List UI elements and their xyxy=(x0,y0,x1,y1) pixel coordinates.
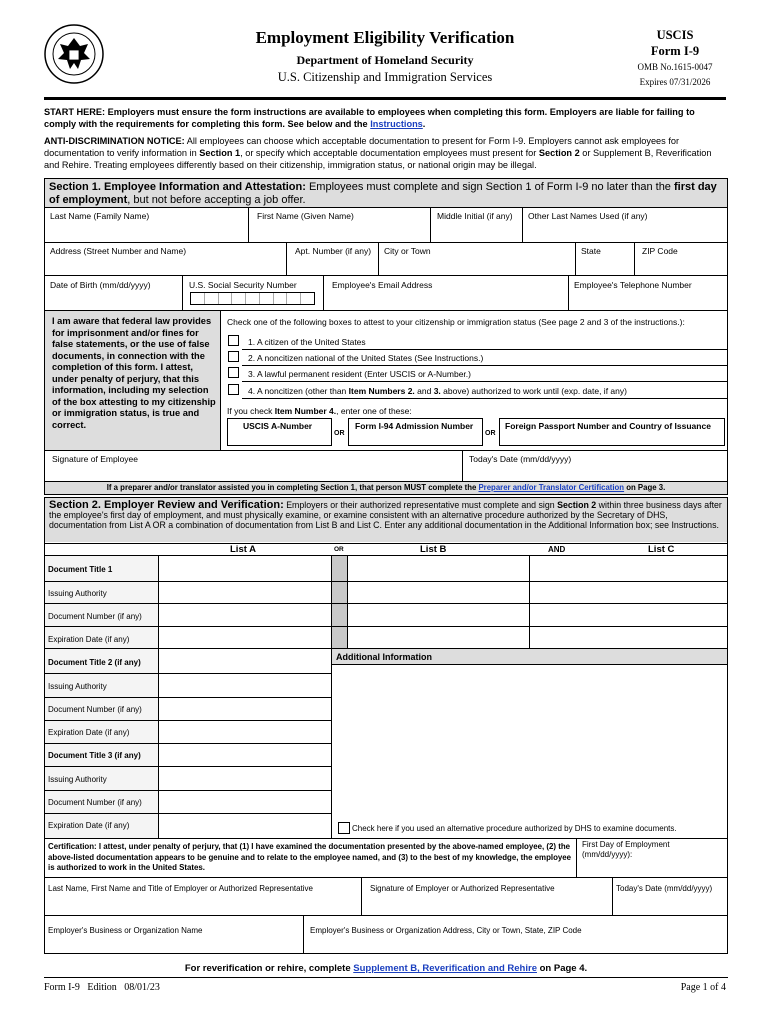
divider xyxy=(242,381,728,382)
dob-label: Date of Birth (mm/dd/yyyy) xyxy=(50,280,151,290)
divider xyxy=(44,766,332,767)
divider xyxy=(182,276,183,310)
employee-date-label: Today's Date (mm/dd/yyyy) xyxy=(469,454,572,464)
business-address-label: Employer's Business or Organization Address, City or Town, State, ZIP Code xyxy=(310,926,582,935)
email-label: Employee's Email Address xyxy=(332,280,433,290)
header-rule xyxy=(44,97,726,100)
anti-text-e: or Supplement B, Reverification and Rehire. Treating employees differently based on their citizenship, immigration status, or national origin may be illegal. xyxy=(44,148,712,170)
state-label: State xyxy=(581,246,601,256)
expiration-1-label: Expiration Date (if any) xyxy=(48,635,130,644)
employer-signature-label: Signature of Employer or Authorized Representative xyxy=(370,884,555,893)
middle-initial-label: Middle Initial (if any) xyxy=(437,211,513,221)
divider xyxy=(242,398,728,399)
opt4-text-e: above) authorized to work until (exp. date, if any) xyxy=(440,386,627,396)
passport-label: Foreign Passport Number and Country of Issuance xyxy=(505,421,711,431)
or-separator-column xyxy=(331,556,347,648)
first-name-label: First Name (Given Name) xyxy=(257,211,354,221)
section-2-intro-b: Section 2 xyxy=(557,500,597,510)
anti-text-a: All employees can choose which acceptable documentation to present for Form I-9. Employers cannot ask employees for documentation to verify information in xyxy=(44,136,680,158)
divider xyxy=(44,720,332,721)
expiration-2-label: Expiration Date (if any) xyxy=(48,728,130,737)
uscis-label: USCIS xyxy=(656,28,694,42)
department-name: Department of Homeland Security xyxy=(296,53,474,67)
noncitizen-national-checkbox[interactable] xyxy=(228,351,239,362)
instructions-link[interactable]: Instructions xyxy=(370,119,423,129)
noncitizen-authorized-label xyxy=(248,386,627,396)
employee-signature-label: Signature of Employee xyxy=(52,454,138,464)
noncitizen-authorized-checkbox[interactable] xyxy=(228,384,239,395)
reverification-notice xyxy=(44,963,728,974)
rever-text-a: For reverification or rehire, complete xyxy=(184,963,354,974)
status-instructions: Check one of the following boxes to attest to your citizenship or immigration status (See page 2 and 3 of the instructions.): xyxy=(227,317,685,327)
anti-discrimination-heading: ANTI-DISCRIMINATION NOTICE: xyxy=(44,136,185,146)
anti-text-d: Section 2 xyxy=(538,148,580,158)
employer-date-label: Today's Date (mm/dd/yyyy) xyxy=(616,884,713,893)
doc-title-1-label: Document Title 1 xyxy=(48,565,113,574)
section-1-intro-b: first day of employment xyxy=(49,181,717,206)
section-2-intro-c: within three business days after the employee's first day of employment, and must physically examine, or examine consistent with an alternative procedure authorized by the Secretary of DHS, documentation from List A OR a combination of documentation from List B and List C. Enter any additional documentation in the Additional Information box; see Instructions. xyxy=(49,500,722,530)
form-number: Form I-9 xyxy=(650,44,700,58)
opt4-text-b: Item Numbers 2. xyxy=(348,386,415,396)
omb-number: OMB No.1615-0047 xyxy=(637,62,713,72)
divider xyxy=(242,365,728,366)
expiration-3-label: Expiration Date (if any) xyxy=(48,821,130,830)
last-name-label: Last Name (Family Name) xyxy=(50,211,150,221)
alternative-procedure-label: Check here if you used an alternative procedure authorized by DHS to examine documents. xyxy=(352,824,677,833)
additional-info-label: Additional Information xyxy=(336,652,432,662)
citizen-checkbox[interactable] xyxy=(228,335,239,346)
divider xyxy=(44,813,332,814)
section-2-intro-a: Employers or their authorized representative must complete and sign xyxy=(283,500,558,510)
zip-label: ZIP Code xyxy=(642,246,678,256)
doc-number-1-label: Document Number (if any) xyxy=(48,612,142,621)
issuing-authority-1-label: Issuing Authority xyxy=(48,589,107,598)
preparer-text-a: If a preparer and/or translator assisted you in completing Section 1, that person MUST complete the xyxy=(106,483,479,492)
divider xyxy=(44,743,332,744)
anti-text-b: Section 1 xyxy=(199,148,241,158)
business-name-label: Employer's Business or Organization Name xyxy=(48,926,203,935)
attestation-text: I am aware that federal law provides for imprisonment and/or fines for false statements, or the use of false documents, in connection with the completion of this form. I attest, under penalty of perjury, that this information, including my selection of the box attesting to my citizenship or immigration status, is true and correct. xyxy=(52,316,216,430)
divider xyxy=(44,697,332,698)
anti-discrimination-notice xyxy=(44,135,728,171)
divider xyxy=(44,790,332,791)
ssn-input[interactable] xyxy=(190,292,315,305)
issuing-authority-2-label: Issuing Authority xyxy=(48,682,107,691)
a-number-label: USCIS A-Number xyxy=(243,421,313,431)
section-2-title: Section 2. Employer Review and Verification: xyxy=(49,499,284,511)
preparer-text-b: on Page 3. xyxy=(624,483,666,492)
edition-label: Form I-9 Edition 08/01/23 xyxy=(44,982,160,993)
agency-name: U.S. Citizenship and Immigration Services xyxy=(277,70,493,84)
if4-text-c: , enter one of these: xyxy=(336,406,412,416)
additional-info-field[interactable] xyxy=(333,665,727,817)
supplement-b-link[interactable]: Supplement B, Reverification and Rehire xyxy=(353,963,537,974)
list-a-header: List A xyxy=(230,544,257,555)
rever-text-b: on Page 4. xyxy=(536,963,588,974)
page-number: Page 1 of 4 xyxy=(680,982,726,993)
divider xyxy=(44,673,332,674)
section-1-intro-a: Employees must complete and sign Section 1 of Form I-9 no later than the xyxy=(305,181,674,193)
section-1-intro-c: , but not before accepting a job offer. xyxy=(127,193,306,206)
issuing-authority-3-label: Issuing Authority xyxy=(48,775,107,784)
start-here-notice: START HERE: Employers must ensure the form instructions are available to employees when completing this form. Employers are liable for failing to comply with the requirements for completing this form. See below and the Instructions. xyxy=(44,107,695,129)
first-day-label: First Day of Employment (mm/dd/yyyy): xyxy=(582,840,670,859)
list-c-header: List C xyxy=(648,544,675,555)
preparer-certification-link[interactable]: Preparer and/or Translator Certification xyxy=(478,483,625,492)
divider xyxy=(44,581,728,582)
expiration-date: Expires 07/31/2026 xyxy=(639,77,711,87)
item-4-instructions xyxy=(227,406,412,416)
apt-number-label: Apt. Number (if any) xyxy=(295,246,372,256)
or-header: OR xyxy=(334,546,344,553)
section-1-header xyxy=(45,179,727,207)
divider xyxy=(44,626,728,627)
divider xyxy=(242,349,728,350)
address-label: Address (Street Number and Name) xyxy=(50,246,187,256)
or-label-2: OR xyxy=(485,430,496,437)
doc-number-2-label: Document Number (if any) xyxy=(48,705,142,714)
divider xyxy=(576,838,577,877)
section-1-title: Section 1. Employee Information and Attestation: xyxy=(49,181,306,193)
start-here-text: START HERE: Employers must ensure the form instructions are available to employees when completing this form. Employers are liable for failing to comply with the requirements for completing this form. See below and the xyxy=(44,107,695,129)
doc-title-3-label: Document Title 3 (if any) xyxy=(48,751,141,760)
citizen-label: 1. A citizen of the United States xyxy=(248,337,366,347)
opt4-text-d: 3. xyxy=(433,386,441,396)
opt4-text-c: and xyxy=(414,386,434,396)
city-label: City or Town xyxy=(384,246,431,256)
divider xyxy=(529,556,530,648)
section-2-header xyxy=(45,498,727,542)
first-day-field[interactable] xyxy=(582,862,726,876)
phone-label: Employee's Telephone Number xyxy=(574,280,692,290)
dhs-seal-icon xyxy=(44,24,104,84)
if4-text-b: Item Number 4. xyxy=(274,406,337,416)
permanent-resident-checkbox[interactable] xyxy=(228,367,239,378)
alternative-procedure-checkbox[interactable] xyxy=(338,822,350,834)
list-b-header: List B xyxy=(420,544,447,555)
i94-label: Form I-94 Admission Number xyxy=(355,421,474,431)
permanent-resident-label: 3. A lawful permanent resident (Enter USCIS or A-Number.) xyxy=(248,369,471,379)
anti-text-c: , or specify which acceptable documentation employees must present for xyxy=(240,148,539,158)
divider xyxy=(44,838,728,839)
divider xyxy=(220,311,221,450)
employer-name-label: Last Name, First Name and Title of Employer or Authorized Representative xyxy=(48,884,314,893)
noncitizen-national-label: 2. A noncitizen national of the United States (See Instructions.) xyxy=(248,353,484,363)
or-label-1: OR xyxy=(334,430,345,437)
doc-title-2-label: Document Title 2 (if any) xyxy=(48,658,141,667)
divider xyxy=(44,543,728,544)
divider xyxy=(44,603,728,604)
and-header: AND xyxy=(548,545,566,554)
doc-number-3-label: Document Number (if any) xyxy=(48,798,142,807)
footer-rule xyxy=(44,977,728,978)
preparer-notice xyxy=(45,482,727,494)
opt4-text-a: 4. A noncitizen (other than xyxy=(248,386,349,396)
form-title: Employment Eligibility Verification xyxy=(255,28,515,47)
other-names-label: Other Last Names Used (if any) xyxy=(528,211,648,221)
divider xyxy=(347,556,348,648)
certification-text: Certification: I attest, under penalty of perjury, that (1) I have examined the documentation presented by the above-named employee, (2) the above-listed documentation appears to be genuine and to relate to the employee named, and (3) to the best of my knowledge, the employee is authorized to work in the United States. xyxy=(48,842,572,872)
ssn-label: U.S. Social Security Number xyxy=(189,280,297,290)
if4-text-a: If you check xyxy=(227,406,275,416)
